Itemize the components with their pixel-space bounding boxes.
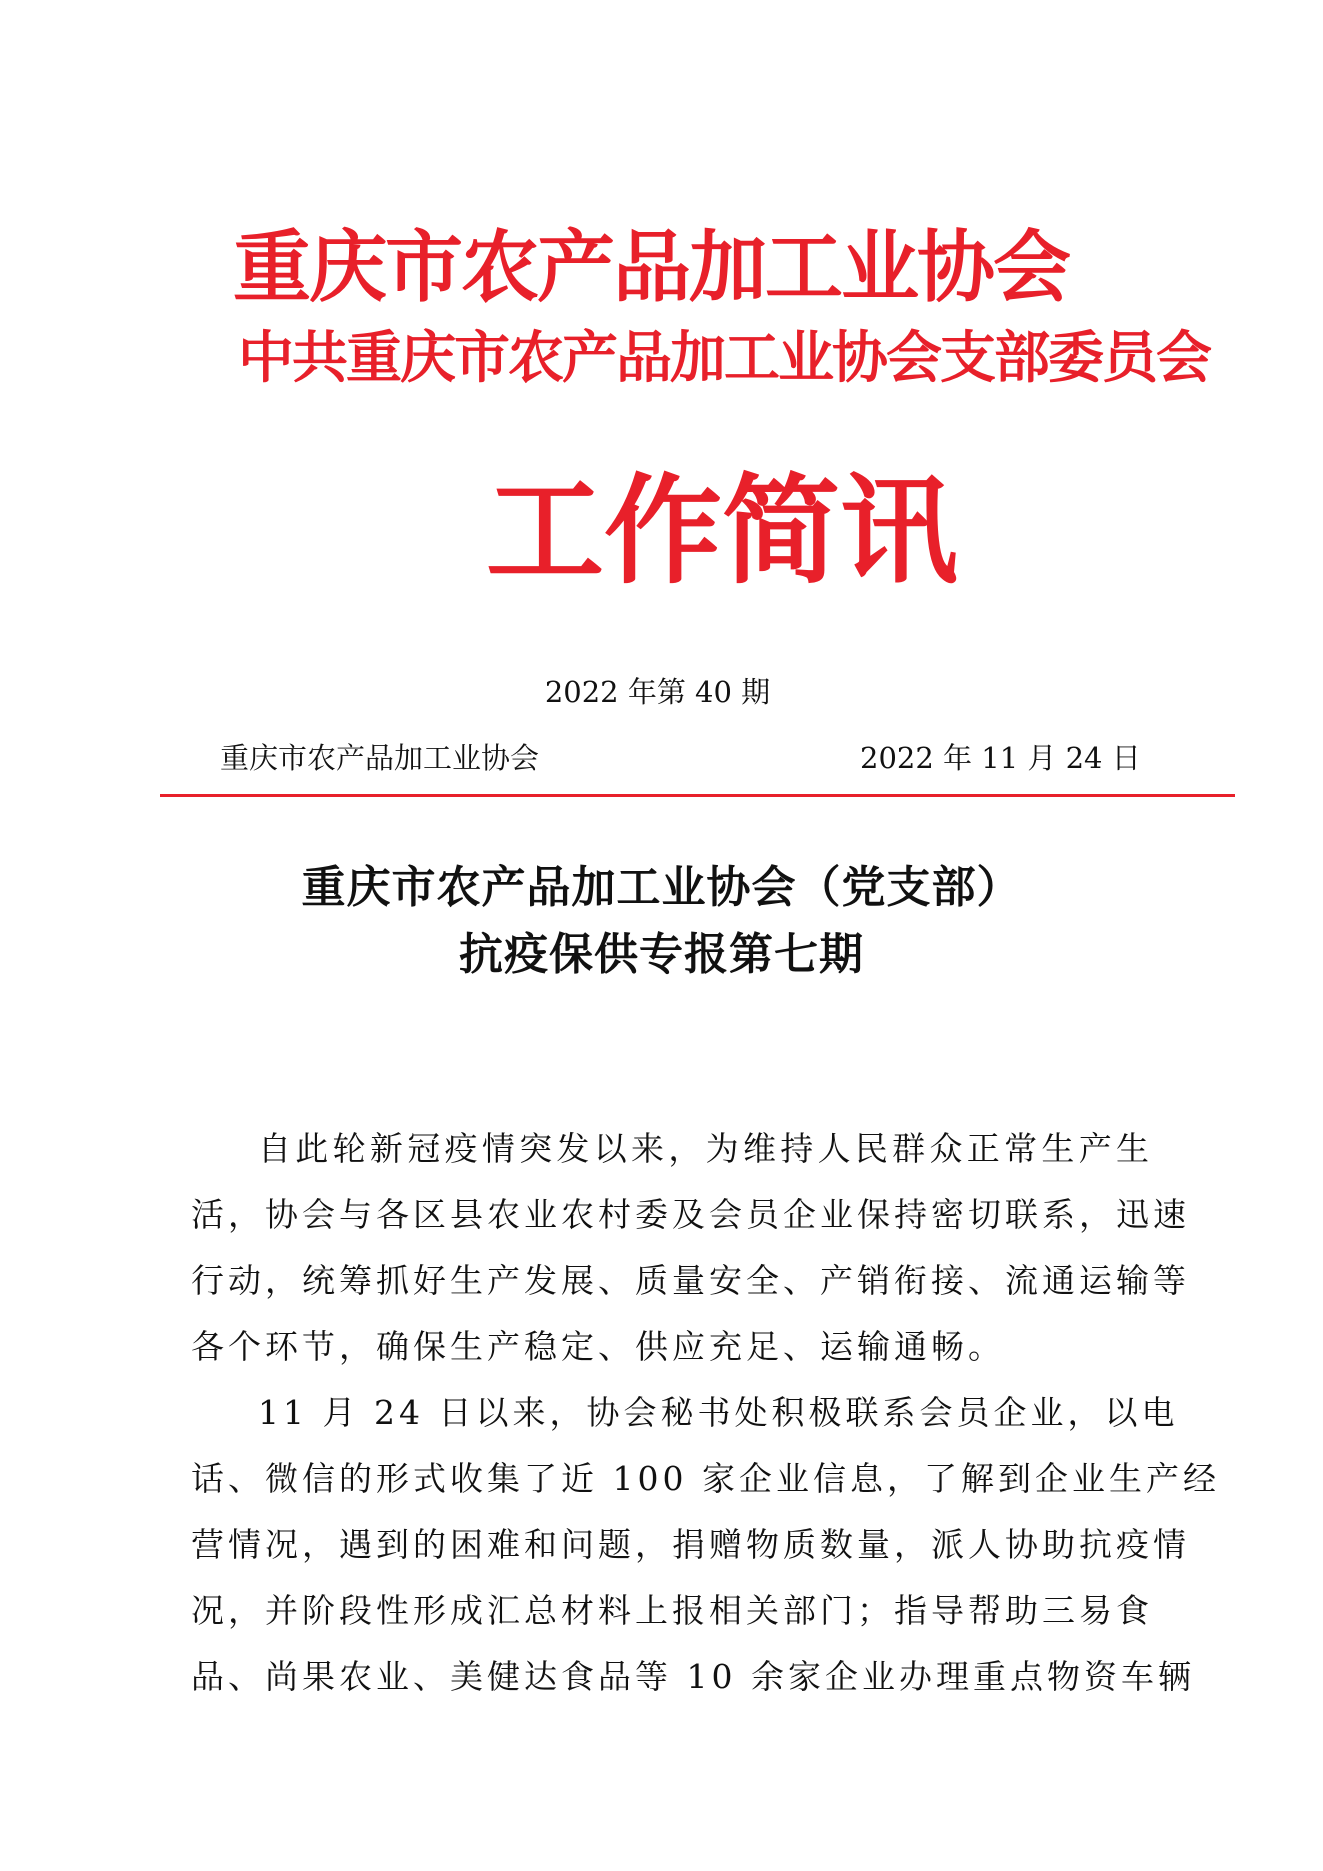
paragraph-line: 行动，统筹抓好生产发展、质量安全、产销衔接、流通运输等 xyxy=(191,1261,1190,1300)
paragraph-line: 活，协会与各区县农业农村委及会员企业保持密切联系，迅速 xyxy=(191,1195,1190,1234)
article-title-line-1: 重庆市农产品加工业协会（党支部） xyxy=(301,862,1022,913)
issue-number: 2022 年第 40 期 xyxy=(544,675,771,709)
paragraph-line: 品、尚果农业、美健达食品等 10 余家企业办理重点物资车辆 xyxy=(191,1657,1195,1696)
paragraph-line: 营情况，遇到的困难和问题，捐赠物质数量，派人协助抗疫情 xyxy=(191,1525,1190,1564)
paragraph-line: 自此轮新冠疫情突发以来，为维持人民群众正常生产生 xyxy=(258,1129,1153,1168)
article-title-line-2: 抗疫保供专报第七期 xyxy=(459,929,864,980)
issue-date: 2022 年 11 月 24 日 xyxy=(860,741,1141,775)
red-divider-line xyxy=(160,794,1235,797)
issuer-name: 重庆市农产品加工业协会 xyxy=(220,741,540,775)
bulletin-title: 工作简讯 xyxy=(486,462,959,600)
paragraph-line: 况，并阶段性形成汇总材料上报相关部门；指导帮助三易食 xyxy=(191,1591,1153,1630)
masthead-party-branch-name: 中共重庆市农产品加工业协会支部委员会 xyxy=(238,326,1210,391)
masthead-org-name: 重庆市农产品加工业协会 xyxy=(233,223,1070,313)
paragraph-line: 各个环节，确保生产稳定、供应充足、运输通畅。 xyxy=(191,1327,1005,1366)
paragraph-line: 话、微信的形式收集了近 100 家企业信息，了解到企业生产经 xyxy=(191,1459,1220,1498)
paragraph-line: 11 月 24 日以来，协会秘书处积极联系会员企业，以电 xyxy=(258,1393,1179,1432)
